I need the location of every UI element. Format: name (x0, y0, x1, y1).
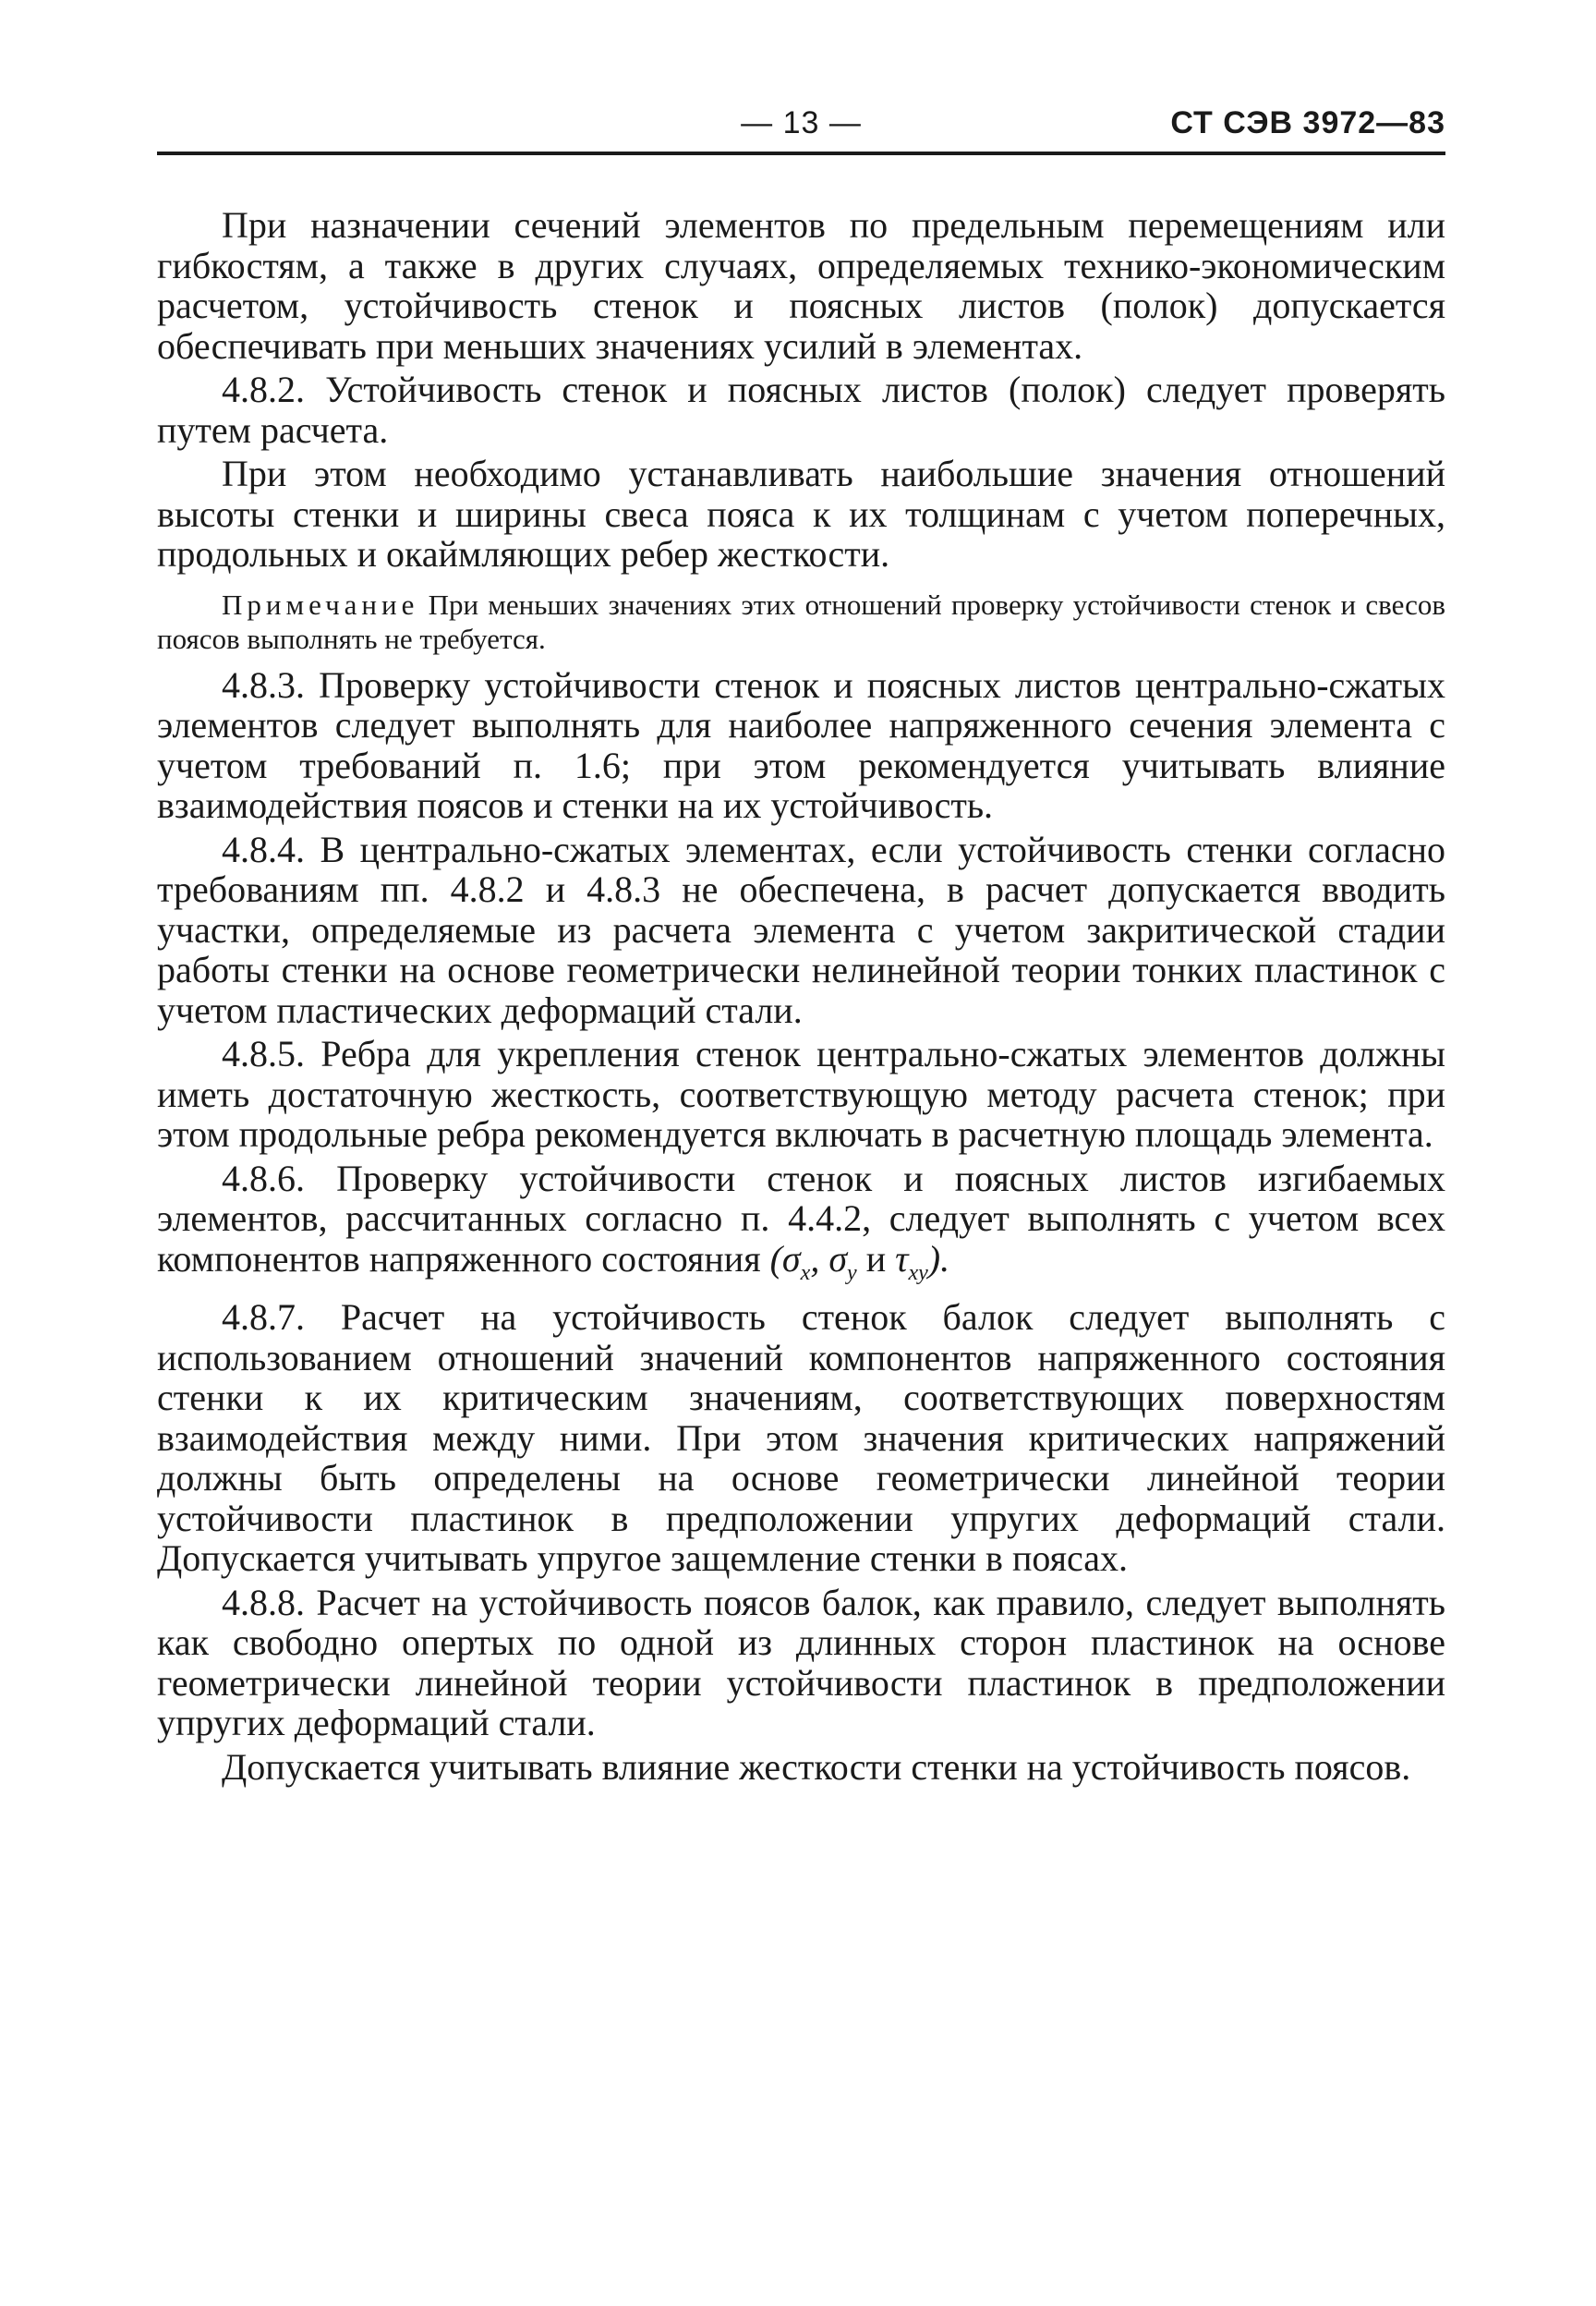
sigma-symbol-y: σ (828, 1237, 848, 1280)
document-page (157, 92, 1445, 1790)
paragraph-ratios: При этом необходимо устанавливать наибольшие значения отношений высоты стенки и ширины свеса пояса к их толщинам с учетом поперечных, продольных и окаймляющих ребер жесткости. (157, 453, 1445, 575)
standard-code: СТ СЭВ 3972—83 (1170, 105, 1445, 140)
paragraph-intro: При назначении сечений элементов по предельным перемещениям или гибкостям, а также в других случаях, определяемых технико-экономическим расчетом, устойчивость стенок и поясных листов (полок) допускается обеспечивать при меньших значениях усилий в элементах. (157, 204, 1445, 367)
paragraph-4-8-4: 4.8.4. В центрально-сжатых элементах, если устойчивость стенки согласно требованиям пп. 4.8.2 и 4.8.3 не обеспечена, в расчет допускается вводить участки, определяемые из расчета элемента с учетом закритической стадии работы стенки на основе геометрически нелинейной теории тонких пластинок с учетом пластических деформаций стали. (157, 828, 1445, 1031)
note-text: При меньших значениях этих отношений проверку устойчивости стенок и свесов поясов выполнять не требуется. (157, 588, 1445, 655)
paragraph-4-8-8: 4.8.8. Расчет на устойчивость поясов балок, как правило, следует выполнять как свободно опертых по одной из длинных сторон пластинок на основе геометрически линейной теории устойчивости пластинок в предположении упругих деформаций стали. (157, 1581, 1445, 1743)
page-header (157, 92, 1445, 166)
header-rule (157, 152, 1445, 155)
subscript-y: y (847, 1260, 857, 1285)
paragraph-4-8-6-text: 4.8.6. Проверку устойчивости стенок и поясных листов изгибаемых элементов, рассчитанных согласно п. 4.4.2, следует выполнять с учетом всех компонентов напряженного состояния (157, 1157, 1445, 1280)
paragraph-4-8-5: 4.8.5. Ребра для укрепления стенок центрально-сжатых элементов должны иметь достаточную жесткость, соответствующую методу расчета стенок; при этом продольные ребра рекомендуется включать в расчетную площадь элемента. (157, 1033, 1445, 1155)
note-paragraph (157, 588, 1445, 656)
subscript-xy: xy (908, 1260, 928, 1285)
document-body (157, 205, 1445, 1787)
paragraph-4-8-3: 4.8.3. Проверку устойчивости стенок и поясных листов центрально-сжатых элементов следует выполнять для наиболее напряженного сечения элемента с учетом требований п. 1.6; при этом рекомендуется учитывать влияние взаимодействия поясов и стенки на их устойчивость. (157, 663, 1445, 826)
stress-components-formula: ($\sigma_x$, $\sigma_y$ и $\tau_{xy}$). (769, 1237, 950, 1285)
paragraph-final: Допускается учитывать влияние жесткости стенки на устойчивость поясов. (222, 1745, 1411, 1788)
tau-symbol: τ (895, 1237, 909, 1280)
sigma-symbol-x: σ (781, 1237, 801, 1280)
paragraph-4-8-7: 4.8.7. Расчет на устойчивость стенок балок следует выполнять с использованием отношений значений компонентов напряженного состояния стенки к их критическим значениям, соответствующих поверхностям взаимодействия между ними. При этом значения критических напряжений должны быть определены на основе геометрически линейной теории устойчивости пластинок в предположении упругих деформаций стали. Допускается учитывать упругое защемление стенки в поясах. (157, 1296, 1445, 1579)
page-number: — 13 — (741, 105, 862, 140)
paragraph-4-8-6 (157, 1159, 1445, 1294)
subscript-x: x (800, 1260, 811, 1285)
paragraph-4-8-2: 4.8.2. Устойчивость стенок и поясных листов (полок) следует проверять путем расчета. (157, 369, 1445, 451)
conjunction-and: и (865, 1237, 887, 1280)
note-label: Примечание (222, 588, 419, 621)
